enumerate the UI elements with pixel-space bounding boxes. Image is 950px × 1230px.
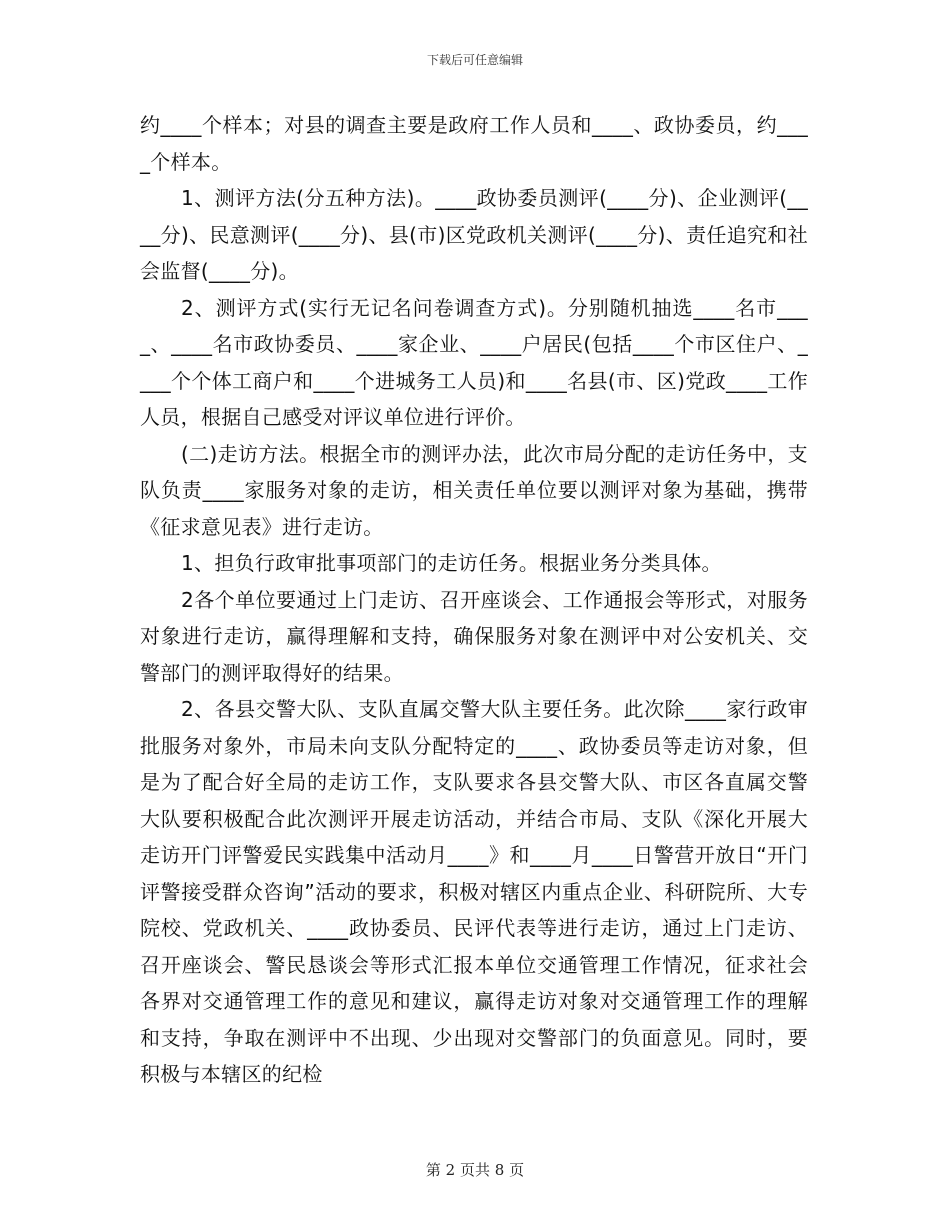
paragraph-3: 2、测评方式(实行无记名问卷调查方式)。分别随机抽选____名市____、____名市政协委员、____家企业、____户居民(包括____个市区住户、____个个体工商户和____个进城务工人员)和____名县(市、区)党政____工作人员，根据自己感受对评议单位进行评价。 bbox=[140, 295, 808, 429]
paragraph-6: 2各个单位要通过上门走访、召开座谈会、工作通报会等形式，对服务对象进行走访，赢得理解和支持，确保服务对象在测评中对公安机关、交警部门的测评取得好的结果。 bbox=[140, 587, 808, 685]
paragraph-7: 2、各县交警大队、支队直属交警大队主要任务。此次除____家行政审批服务对象外，市局未向支队分配特定的____、政协委员等走访对象，但是为了配合好全局的走访工作，支队要求各县交警大队、市区各直属交警大队要积极配合此次测评开展走访活动，并结合市局、支队《深化开展大走访开门评警爱民实践集中活动月____》和____月____日警营开放日“开门评警接受群众咨询”活动的要求，积极对辖区内重点企业、科研院所、大专院校、党政机关、____政协委员、民评代表等进行走访，通过上门走访、召开座谈会、警民恳谈会等形式汇报本单位交通管理工作情况，征求社会各界对交通管理工作的意见和建议，赢得走访对象对交通管理工作的理解和支持，争取在测评中不出现、少出现对交警部门的负面意见。同时，要积极与本辖区的纪检 bbox=[140, 697, 808, 1086]
paragraph-4: (二)走访方法。根据全市的测评办法，此次市局分配的走访任务中，支队负责____家服务对象的走访，相关责任单位要以测评对象为基础，携带《征求意见表》进行走访。 bbox=[140, 441, 808, 539]
paragraph-5: 1、担负行政审批事项部门的走访任务。根据业务分类具体。 bbox=[181, 551, 722, 575]
page-footer: 第 2 页共 8 页 bbox=[425, 1161, 525, 1179]
page-header: 下载后可任意编辑 bbox=[426, 53, 523, 67]
paragraph-2: 1、测评方法(分五种方法)。____政协委员测评(____分)、企业测评(____分)、民意测评(____分)、县(市)区党政机关测评(____分)、责任追究和社会监督(____分)。 bbox=[140, 186, 808, 283]
paragraph-1: 约____个样本；对县的调查主要是政府工作人员和____、政协委员，约____个样本。 bbox=[140, 113, 808, 174]
document-body bbox=[140, 107, 808, 1093]
